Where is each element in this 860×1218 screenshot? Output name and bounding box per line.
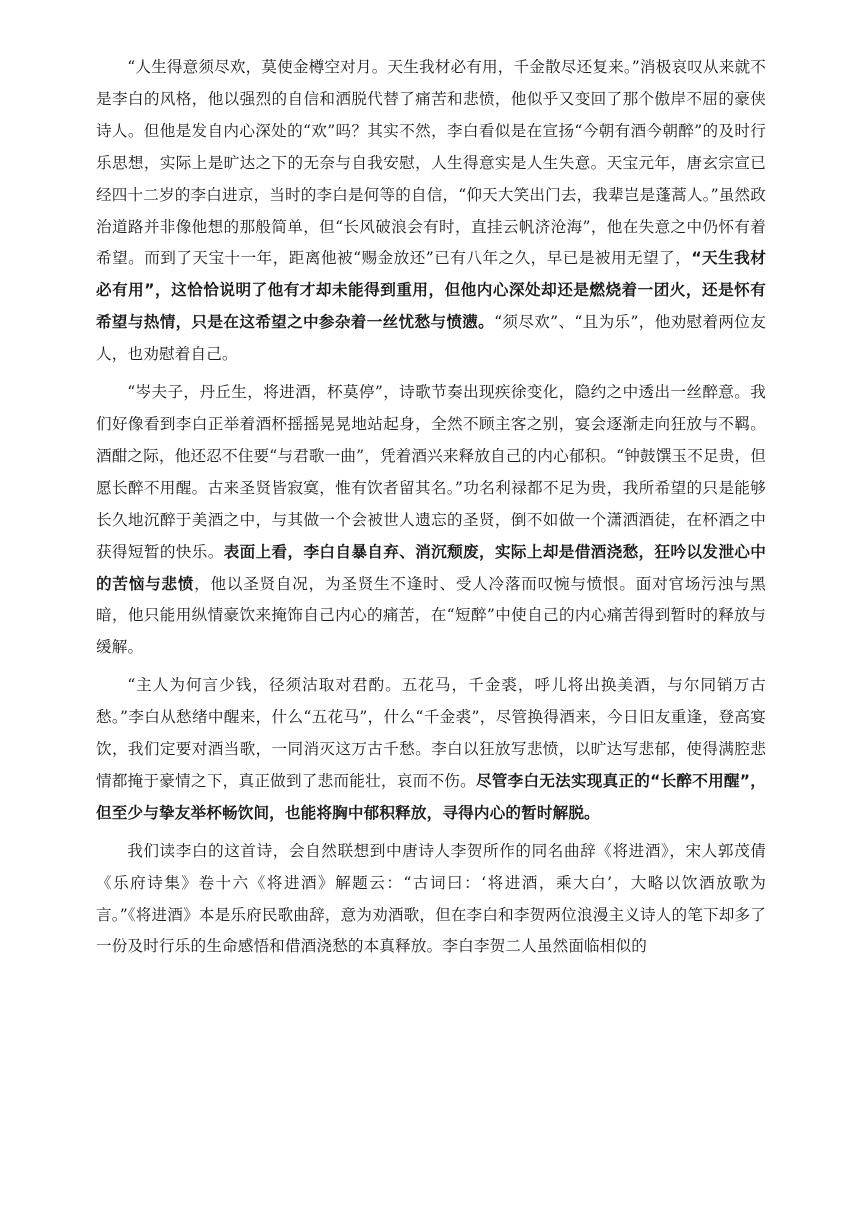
paragraph-2-emphasis: 表面上看，李白自暴自弃、消沉颓废，实际上却是借酒浇愁，狂吟以发泄心中的苦恼与悲愤: [96, 542, 767, 593]
paragraph-3-text-a: “主人为何言少钱，径须沽取对君酌。五花马，千金裘，呼儿将出换美酒，与尔同销万古愁。”李白从愁绪中醒来，什么“五花马”，什么“千金裘”，尽管换得酒来，今日旧友重逢，登高宴饮，我们定要对酒当歌，一同消灭这万古千愁。李白以狂放写悲愤，以旷达写悲郁，使得满腔悲情都掩于豪情之下，真正做到了悲而能壮，哀而不伤。: [96, 676, 766, 790]
paragraph-2: [96, 377, 766, 664]
paragraph-1: [96, 52, 766, 371]
document-body: [96, 52, 766, 969]
paragraph-2-text-b: ，他以圣贤自况，为圣贤生不逢时、受人冷落而叹惋与愤恨。面对官场污浊与黑暗，他只能用纵情豪饮来掩饰自己内心的痛苦，在“短醉”中使自己的内心痛苦得到暂时的释放与缓解。: [96, 574, 766, 657]
paragraph-1-text-a: “人生得意须尽欢，莫使金樽空对月。天生我材必有用，千金散尽还复来。”消极哀叹从来就不是李白的风格，他以强烈的自信和洒脱代替了痛苦和悲愤，他似乎又变回了那个傲岸不屈的豪侠诗人。但他是发自内心深处的“欢”吗？其实不然，李白看似是在宣扬“今朝有酒今朝醉”的及时行乐思想，实际上是旷达之下的无奈与自我安慰，人生得意实是人生失意。天宝元年，唐玄宗宣已经四十二岁的李白进京，当时的李白是何等的自信，“仰天大笑出门去，我辈岂是蓬蒿人。”虽然政治道路并非像他想的那般简单，但“长风破浪会有时，直挂云帆济沧海”，他在失意之中仍怀有着希望。而到了天宝十一年，距离他被“赐金放还”已有八年之久，早已是被用无望了，: [96, 58, 766, 268]
paragraph-2-text-a: “岑夫子，丹丘生，将进酒，杯莫停”，诗歌节奏出现疾徐变化，隐约之中透出一丝醉意。我们好像看到李白正举着酒杯摇摇晃晃地站起身，全然不顾主客之别，宴会逐渐走向狂放与不羁。酒酣之际，他还忍不住要“与君歌一曲”，凭着酒兴来释放自己的内心郁积。“钟鼓馔玉不足贵，但愿长醉不用醒。古来圣贤皆寂寞，惟有饮者留其名。”功名利禄都不足为贵，我所希望的只是能够长久地沉醉于美酒之中，与其做一个会被世人遗忘的圣贤，倒不如做一个潇洒酒徒，在杯酒之中获得短暂的快乐。: [96, 383, 766, 561]
paragraph-4: [96, 836, 766, 964]
paragraph-3: [96, 670, 766, 830]
paragraph-3-emphasis: 尽管李白无法实现真正的“长醉不用醒”，但至少与挚友举杯畅饮间，也能将胸中郁积释放，寻得内心的暂时解脱。: [96, 771, 766, 822]
paragraph-1-emphasis: “天生我材必有用”，这恰恰说明了他有才却未能得到重用，但他内心深处却还是燃烧着一团火，还是怀有希望与热情，只是在这希望之中参杂着一丝忧愁与愤懑。: [96, 249, 766, 332]
paragraph-1-text-b: “须尽欢”、“且为乐”，他劝慰着两位友人，也劝慰着自己。: [96, 313, 766, 364]
paragraph-4-text-a: 我们读李白的这首诗，会自然联想到中唐诗人李贺所作的同名曲辞《将进酒》，宋人郭茂倩《乐府诗集》卷十六《将进酒》解题云：“古词曰：‘将进酒，乘大白’，大略以饮酒放歌为言。”《将进酒》本是乐府民歌曲辞，意为劝酒歌，但在李白和李贺两位浪漫主义诗人的笔下却多了一份及时行乐的生命感悟和借酒浇愁的本真释放。李白李贺二人虽然面临相似的: [96, 841, 766, 956]
